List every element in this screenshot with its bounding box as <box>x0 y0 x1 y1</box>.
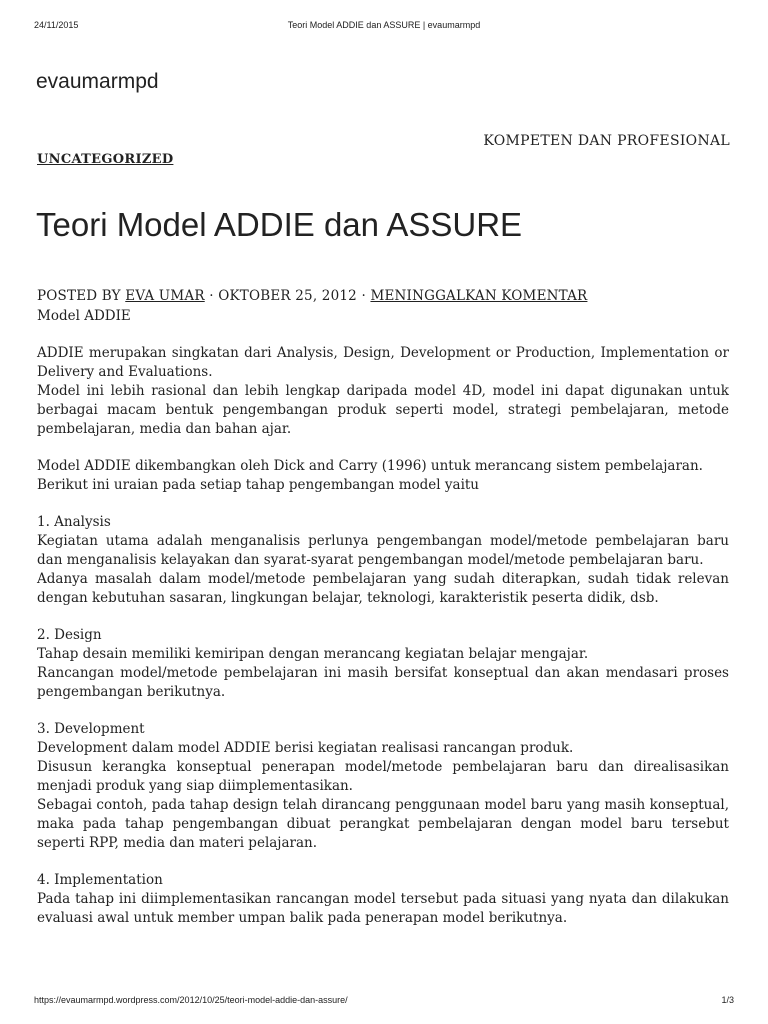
paragraph-block <box>37 457 729 495</box>
section-heading: 4. Implementation <box>37 872 163 888</box>
paragraph: Berikut ini uraian pada setiap tahap pengembangan model yaitu <box>37 477 480 493</box>
print-footer <box>34 995 734 1009</box>
post-meta <box>37 288 587 304</box>
paragraph: Sebagai contoh, pada tahap design telah dirancang penggunaan model baru yang masih konseptual, maka pada tahap pengembangan dibuat perangkat pembelajaran dengan model baru tersebut seperti RPP, media dan materi pelajaran. <box>37 797 729 851</box>
site-title[interactable]: evaumarmpd <box>36 70 159 93</box>
paragraph: Tahap desain memiliki kemiripan dengan merancang kegiatan belajar mengajar. <box>37 646 589 662</box>
section-analysis <box>37 513 729 608</box>
site-tagline: KOMPETEN DAN PROFESIONAL <box>483 133 730 149</box>
print-page-title: Teori Model ADDIE dan ASSURE | evaumarmpd <box>287 20 481 30</box>
paragraph: Model ADDIE dikembangkan oleh Dick and Carry (1996) untuk merancang sistem pembelajaran. <box>37 458 703 474</box>
print-header <box>34 20 734 34</box>
paragraph: Rancangan model/metode pembelajaran ini masih bersifat konseptual dan akan mendasari proses pengembangan berikutnya. <box>37 665 729 700</box>
section-design <box>37 626 729 702</box>
paragraph: Pada tahap ini diimplementasikan rancangan model tersebut pada situasi yang nyata dan dilakukan evaluasi awal untuk member umpan balik pada penerapan model berikutnya. <box>37 891 729 926</box>
posted-by-label: POSTED BY <box>37 288 126 304</box>
section-development <box>37 720 729 853</box>
paragraph: Kegiatan utama adalah menganalisis perlunya pengembangan model/metode pembelajaran baru dan menganalisis kelayakan dan syarat-syarat pengembangan model/metode pembelajaran baru. <box>37 533 729 568</box>
section-implementation <box>37 871 729 928</box>
paragraph: Development dalam model ADDIE berisi kegiatan realisasi rancangan produk. <box>37 740 574 756</box>
paragraph: ADDIE merupakan singkatan dari Analysis, Design, Development or Production, Implementation or Delivery and Evaluations. <box>37 345 729 380</box>
paragraph: Disusun kerangka konseptual penerapan model/metode pembelajaran baru dan direalisasikan menjadi produk yang siap diimplementasikan. <box>37 759 729 794</box>
paragraph: Model ini lebih rasional dan lebih lengkap daripada model 4D, model ini dapat digunakan untuk berbagai macam bentuk pengembangan produk seperti model, strategi pembelajaran, metode pembelajaran, media dan bahan ajar. <box>37 383 729 437</box>
page-number: 1/3 <box>721 995 734 1005</box>
category-link[interactable]: UNCATEGORIZED <box>37 152 174 167</box>
post-content <box>37 307 729 946</box>
author-link[interactable]: EVA UMAR <box>125 288 205 304</box>
section-heading: 1. Analysis <box>37 514 111 530</box>
section-heading: 3. Development <box>37 721 145 737</box>
post-subtitle: Model ADDIE <box>37 308 131 324</box>
paragraph-block <box>37 344 729 439</box>
paragraph: Adanya masalah dalam model/metode pembelajaran yang sudah diterapkan, sudah tidak relevan dengan kebutuhan sasaran, lingkungan belajar, teknologi, karakteristik peserta didik, dsb. <box>37 571 729 606</box>
print-date: 24/11/2015 <box>34 20 79 30</box>
post-date: · OKTOBER 25, 2012 · <box>204 288 371 304</box>
leave-comment-link[interactable]: MENINGGALKAN KOMENTAR <box>370 288 588 304</box>
print-url: https://evaumarmpd.wordpress.com/2012/10/25/teori-model-addie-dan-assure/ <box>34 995 348 1005</box>
section-heading: 2. Design <box>37 627 102 643</box>
post-title: Teori Model ADDIE dan ASSURE <box>36 206 523 243</box>
